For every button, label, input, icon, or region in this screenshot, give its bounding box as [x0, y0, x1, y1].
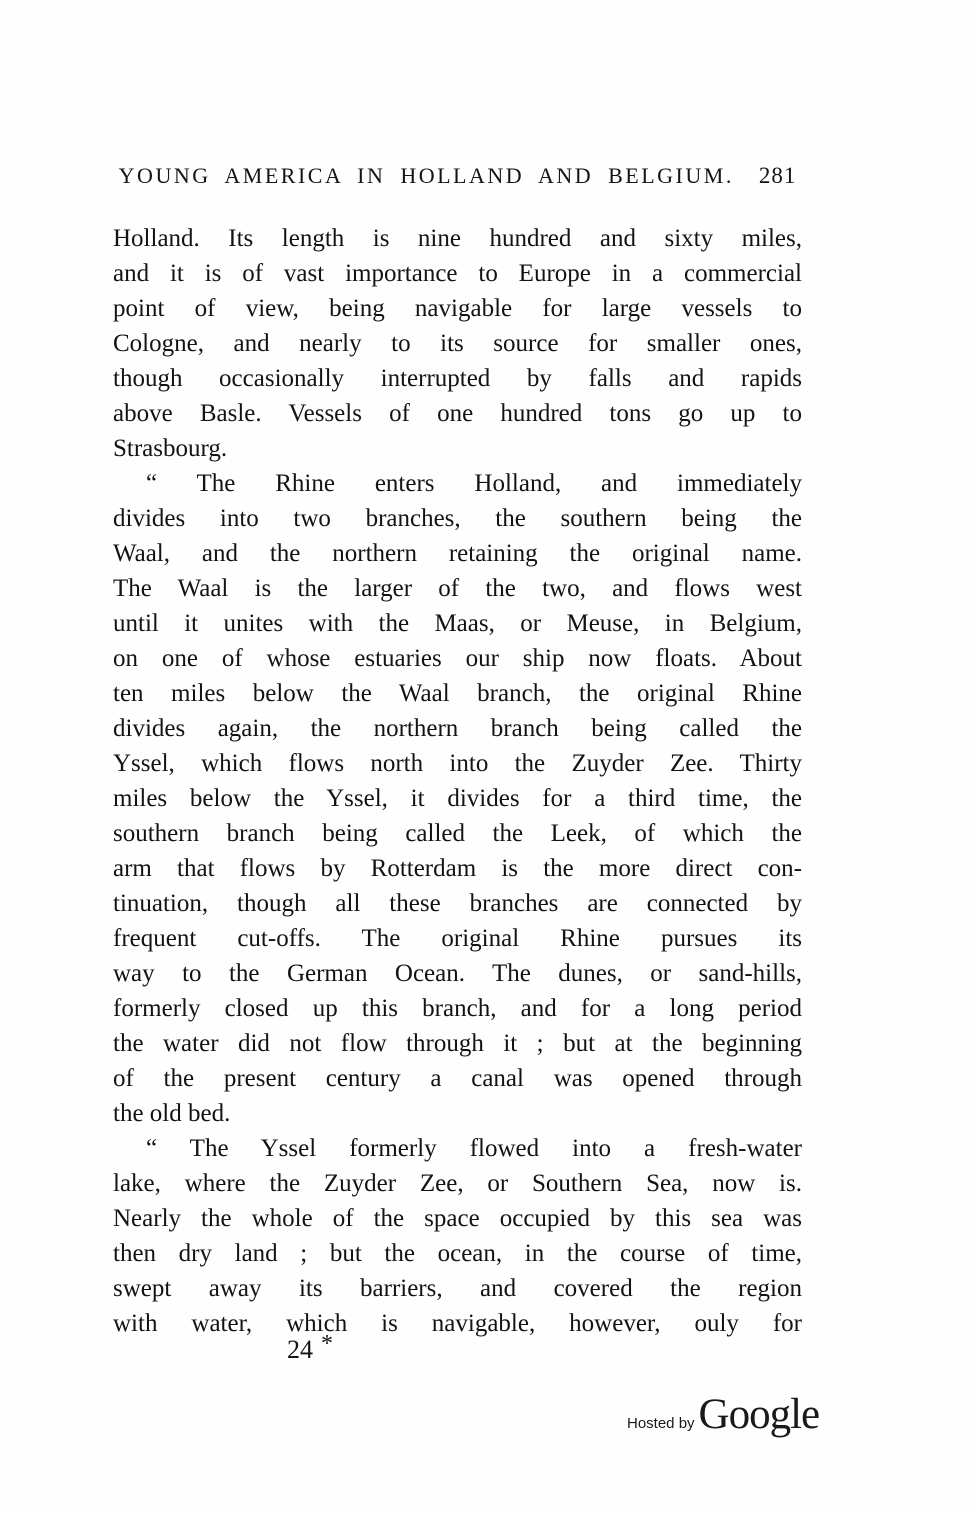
text-line: swept away its barriers, and covered the region — [113, 1275, 802, 1302]
text-line: and it is of vast importance to Europe in a commercial — [113, 260, 802, 287]
hosted-by-label: Hosted by — [627, 1415, 695, 1432]
text-line: “ The Yssel formerly flowed into a fresh-water — [146, 1135, 802, 1162]
text-line: above Basle. Vessels of one hundred tons go up to — [113, 400, 802, 427]
text-line: lake, where the Zuyder Zee, or Southern Sea, now is. — [113, 1170, 802, 1197]
text-line: miles below the Yssel, it divides for a third time, the — [113, 785, 802, 812]
text-line: of the present century a canal was opened through — [113, 1065, 802, 1092]
google-logo: Google — [698, 1391, 820, 1438]
text-line: Cologne, and nearly to its source for smaller ones, — [113, 330, 802, 357]
header-title: YOUNG AMERICA IN HOLLAND AND BELGIUM. — [118, 163, 734, 188]
signature-number: 24 — [287, 1335, 313, 1364]
google-watermark — [627, 1390, 819, 1439]
running-header — [113, 163, 802, 189]
page-number: 281 — [758, 163, 797, 188]
page-body — [113, 221, 802, 1341]
text-line: divides again, the northern branch being called the — [113, 715, 802, 742]
text-line: Waal, and the northern retaining the original name. — [113, 540, 802, 567]
signature-asterisk: * — [321, 1331, 333, 1357]
text-line: on one of whose estuaries our ship now floats. About — [113, 645, 802, 672]
text-line: divides into two branches, the southern being the — [113, 505, 802, 532]
text-line: formerly closed up this branch, and for a long period — [113, 995, 802, 1022]
signature-mark — [287, 1331, 333, 1365]
text-line: point of view, being navigable for large vessels to — [113, 295, 802, 322]
text-line: tinuation, though all these branches are connected by — [113, 890, 802, 917]
text-line: the old bed. — [113, 1100, 231, 1127]
text-line: ten miles below the Waal branch, the original Rhine — [113, 680, 802, 707]
text-line: Strasbourg. — [113, 435, 228, 462]
text-line: the water did not flow through it ; but at the beginning — [113, 1030, 802, 1057]
text-line: Nearly the whole of the space occupied by this sea was — [113, 1205, 802, 1232]
text-line: with water, which is navigable, however, ouly for — [113, 1310, 802, 1337]
text-line: way to the German Ocean. The dunes, or sand-hills, — [113, 960, 802, 987]
text-line: though occasionally interrupted by falls and rapids — [113, 365, 802, 392]
text-line: frequent cut-offs. The original Rhine pursues its — [113, 925, 802, 952]
text-line: The Waal is the larger of the two, and flows west — [113, 575, 802, 602]
text-line: until it unites with the Maas, or Meuse, in Belgium, — [113, 610, 802, 637]
text-line: then dry land ; but the ocean, in the course of time, — [113, 1240, 802, 1267]
text-line: southern branch being called the Leek, of which the — [113, 820, 802, 847]
text-line: Yssel, which flows north into the Zuyder Zee. Thirty — [113, 750, 802, 777]
text-line: “ The Rhine enters Holland, and immediately — [146, 470, 802, 497]
text-line: arm that flows by Rotterdam is the more direct con- — [113, 855, 802, 882]
text-line: Holland. Its length is nine hundred and sixty miles, — [113, 225, 802, 252]
